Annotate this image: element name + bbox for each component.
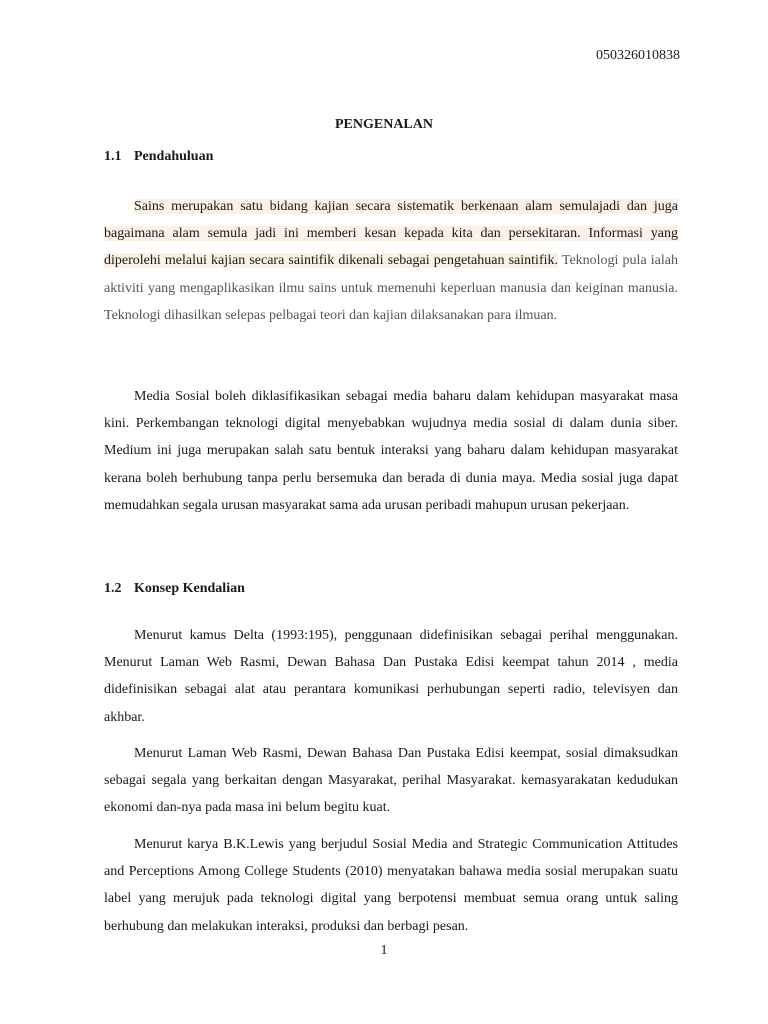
highlighted-text: Sains merupakan satu bidang kajian secara sistematik berkenaan alam semulajadi dan juga bagaimana alam semula jadi ini memberi kesan kepada kita dan persekitaran. Informasi yang diperolehi melalui kajian secara saintifik dikenali sebagai pengetahuan saintifik. [104, 199, 678, 269]
paragraph-pendahuluan-1 [104, 193, 678, 329]
document-id: 050326010838 [596, 48, 680, 63]
chapter-title: PENGENALAN [334, 117, 433, 132]
section-heading-1-2 [104, 579, 245, 599]
section-number: 1.2 [104, 581, 122, 596]
paragraph-konsep-2: Menurut Laman Web Rasmi, Dewan Bahasa Dan Pustaka Edisi keempat, sosial dimaksudkan sebagai segala yang berkaitan dengan Masyarakat, perihal Masyarakat. kemasyarakatan kedudukan ekonomi dan-nya pada masa ini belum begitu kuat. [104, 746, 678, 816]
page-number: 1 [380, 943, 388, 958]
section-title: Konsep Kendalian [134, 581, 245, 596]
paragraph-konsep-1: Menurut kamus Delta (1993:195), penggunaan didefinisikan sebagai perihal menggunakan. Menurut Laman Web Rasmi, Dewan Bahasa Dan Pustaka Edisi keempat tahun 2014 , media didefinisikan sebagai alat atau perantara komunikasi perhubungan seperti radio, televisyen dan akhbar. [104, 628, 678, 725]
paragraph-pendahuluan-2: Media Sosial boleh diklasifikasikan sebagai media baharu dalam kehidupan masyarakat masa kini. Perkembangan teknologi digital menyebabkan wujudnya media sosial di dalam dunia siber. Medium ini juga merupakan salah satu bentuk interaksi yang baharu dalam kehidupan masyarakat kerana boleh berhubung tanpa perlu bersemuka dan berada di dunia maya. Media sosial juga dapat memudahkan segala urusan masyarakat sama ada urusan peribadi mahupun urusan pekerjaan. [104, 389, 678, 513]
section-heading-1-1 [104, 147, 213, 167]
paragraph-text: Teknologi pula ialah aktiviti yang mengaplikasikan ilmu sains untuk memenuhi keperluan manusia dan keiginan manusia. Teknologi dihasilkan selepas pelbagai teori dan kajian dilaksanakan para ilmuan. [104, 253, 678, 323]
section-number: 1.1 [104, 149, 122, 164]
section-title: Pendahuluan [134, 149, 214, 164]
paragraph-konsep-3: Menurut karya B.K.Lewis yang berjudul Sosial Media and Strategic Communication Attitudes and Perceptions Among College Students (2010) menyatakan bahawa media sosial merupakan suatu label yang merujuk pada teknologi digital yang berpotensi membuat semua orang untuk saling berhubung dan melakukan interaksi, produksi dan berbagi pesan. [104, 837, 678, 934]
